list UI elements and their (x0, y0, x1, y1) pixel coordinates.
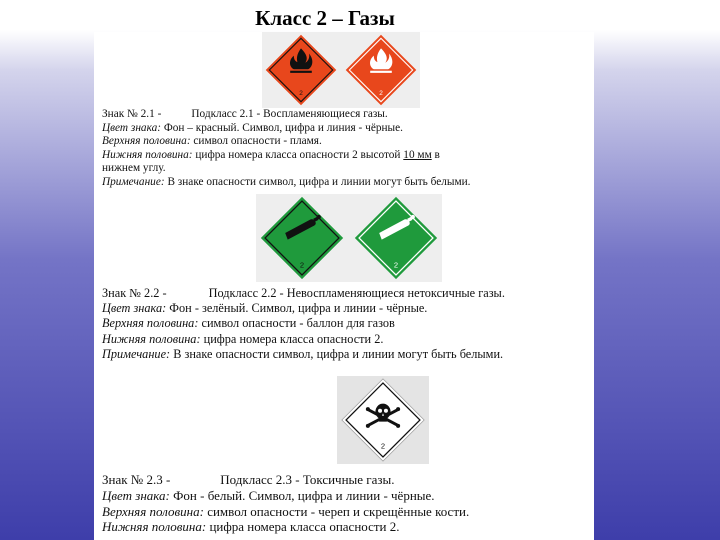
note-line: Примечание: В знаке опасности символ, цифра и линии могут быть белыми. (102, 175, 471, 188)
document-page (94, 32, 594, 540)
class-number: 2 (393, 260, 399, 270)
color-line: Цвет знака: Фон – красный. Символ, цифра и линия - чёрные. (102, 121, 403, 134)
sign-2-3 (337, 376, 429, 464)
lower-half-line: Нижняя половина: цифра номера класса опасности 2. (102, 519, 400, 535)
slide-title: Класс 2 – Газы (255, 6, 395, 30)
hazard-sign-2-2-black (258, 196, 346, 280)
sign-heading: Знак № 2.1 - Подкласс 2.1 - Воспламеняющиеся газы. (102, 108, 388, 120)
sign-pair-2-2 (256, 194, 442, 282)
hazard-sign-2-1-black (264, 34, 338, 106)
description-2-2 (102, 286, 590, 362)
hazard-sign-2-3 (339, 378, 427, 462)
lower-half-line: Нижняя половина: цифра номера класса опасности 2. (102, 331, 384, 346)
class-number: 2 (380, 441, 386, 451)
sign-heading: Знак № 2.3 - Подкласс 2.3 - Токсичные газы. (102, 472, 395, 487)
note-line: Примечание: В знаке опасности символ, цифра и линии могут быть белыми. (102, 346, 504, 361)
color-line: Цвет знака: Фон - белый. Символ, цифра и линии - чёрные. (102, 487, 435, 503)
sign-heading: Знак № 2.2 - Подкласс 2.2 - Невоспламеняющиеся нетоксичные газы. (102, 286, 505, 300)
hazard-sign-2-1-white (344, 34, 418, 106)
class-number: 2 (299, 260, 305, 270)
class-number: 2 (379, 90, 383, 98)
upper-half-line: Верхняя половина: символ опасности - баллон для газов (102, 316, 395, 331)
description-2-1 (102, 108, 590, 189)
class-number: 2 (299, 90, 303, 98)
color-line: Цвет знака: Фон - зелёный. Символ, цифра и линии - чёрные. (102, 301, 428, 316)
lower-half-line: Нижняя половина: цифра номера класса опасности 2 высотой 10 мм в (102, 148, 440, 161)
lower-half-line-cont: нижнем углу. (102, 162, 166, 174)
upper-half-line: Верхняя половина: символ опасности - череп и скрещённые кости. (102, 503, 470, 519)
hazard-sign-2-2-white (352, 196, 440, 280)
description-2-3 (102, 472, 590, 535)
sign-pair-2-1 (262, 32, 420, 108)
upper-half-line: Верхняя половина: символ опасности - пламя. (102, 135, 322, 147)
